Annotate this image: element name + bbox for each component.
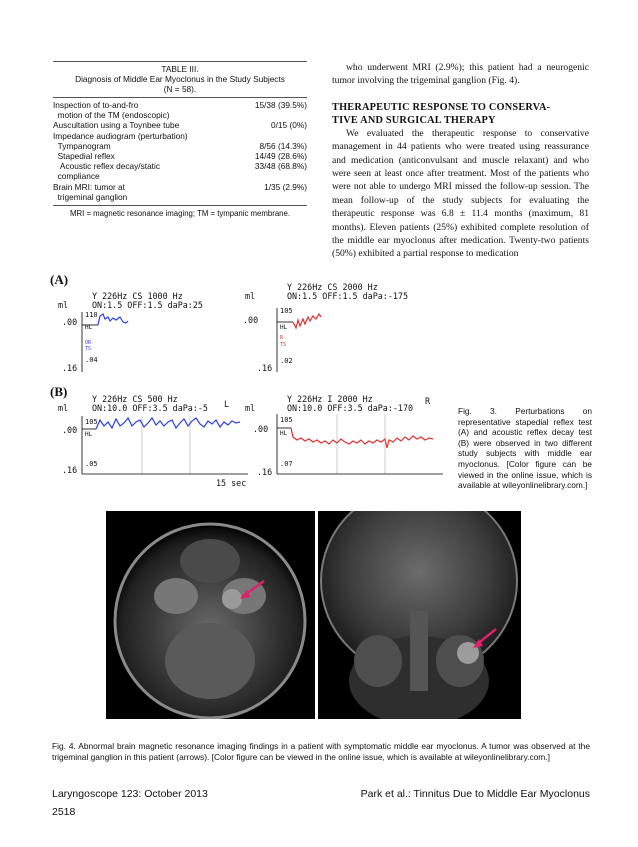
mri-axial-image bbox=[106, 511, 315, 719]
panel-top-value: .00 bbox=[253, 424, 269, 434]
figure-3-caption: Fig. 3. Perturbations on representative stapedial reflex test (A) and acoustic reflex decay test (B) were observed in two different study subjects with middle ear myoclonus. [Color figure can be viewed in the online issue, which is available at wileyonlinelibrary.com.] bbox=[458, 406, 592, 491]
panel-header-1: Y 226Hz CS 1000 Hz bbox=[92, 291, 183, 301]
table-cell-label: Brain MRI: tumor at bbox=[53, 181, 125, 192]
panel-header-2: ON:1.5 OFF:1.5 daPa:25 bbox=[92, 300, 203, 310]
table-row bbox=[53, 151, 307, 161]
table-body bbox=[53, 100, 307, 202]
panel-top-value: .00 bbox=[243, 315, 259, 325]
panel-top-value: .00 bbox=[62, 425, 78, 435]
reflex-trace bbox=[291, 428, 433, 448]
panel-marker-1: OR bbox=[85, 340, 92, 346]
panel-hl-label: HL bbox=[85, 431, 93, 438]
table-top-rule bbox=[53, 61, 307, 62]
panel-box-value: 105 bbox=[85, 418, 98, 426]
panel-end-value: .07 bbox=[280, 460, 293, 468]
table-footnote: MRI = magnetic resonance imaging; TM = tympanic membrane. bbox=[70, 209, 290, 219]
panel-ml-label: ml bbox=[245, 403, 256, 413]
table-bottom-rule bbox=[53, 205, 307, 206]
table-row bbox=[53, 131, 307, 141]
time-axis-label: 15 sec bbox=[216, 478, 247, 488]
table-row bbox=[53, 100, 307, 110]
section-heading bbox=[332, 101, 589, 127]
panel-box-value: 105 bbox=[280, 416, 293, 424]
table-row bbox=[53, 110, 307, 120]
table-cell-label: trigeminal ganglion bbox=[53, 191, 128, 202]
table-row bbox=[53, 182, 307, 192]
panel-b-right-trace bbox=[243, 382, 448, 482]
panel-top-value: .00 bbox=[62, 317, 78, 327]
panel-box-value: 110 bbox=[85, 311, 98, 319]
panel-bottom-value: .16 bbox=[62, 363, 78, 373]
panel-a-left-trace bbox=[48, 270, 248, 380]
table-row bbox=[53, 192, 307, 202]
journal-footer: Laryngoscope 123: October 2013 bbox=[52, 788, 208, 800]
reflex-trace bbox=[98, 314, 128, 325]
panel-marker-2: TS bbox=[280, 342, 287, 348]
panel-bottom-value: .16 bbox=[257, 467, 273, 477]
table-row bbox=[53, 161, 307, 171]
panel-header-1: Y 226Hz I 2000 Hz bbox=[287, 394, 373, 404]
table-cell-label: motion of the TM (endoscopic) bbox=[53, 110, 170, 121]
figure-3 bbox=[48, 270, 448, 490]
table-cell-value: 8/56 (14.3%) bbox=[259, 140, 307, 151]
table-subtitle-n: (N = 58). bbox=[163, 84, 197, 94]
mri-coronal-image bbox=[318, 511, 521, 719]
table-title: TABLE III. bbox=[161, 64, 199, 74]
table-cell-value: 33/48 (68.8%) bbox=[254, 161, 307, 172]
reflex-trace bbox=[96, 418, 240, 429]
table-iii bbox=[53, 61, 307, 218]
table-cell-label: Impedance audiogram (perturbation) bbox=[53, 130, 188, 141]
panel-header-1: Y 226Hz CS 2000 Hz bbox=[287, 282, 378, 292]
panel-ml-label: ml bbox=[58, 403, 69, 413]
right-column-text bbox=[332, 61, 589, 261]
table-subtitle: Diagnosis of Middle Ear Myoclonus in the Study Subjects bbox=[75, 74, 285, 84]
panel-hl-label: HL bbox=[280, 430, 288, 437]
running-title: Park et al.: Tinnitus Due to Middle Ear Myoclonus bbox=[360, 788, 590, 800]
table-row bbox=[53, 141, 307, 151]
table-cell-value: 15/38 (39.5%) bbox=[254, 100, 307, 110]
table-cell-value: 1/35 (2.9%) bbox=[264, 181, 307, 192]
panel-marker-2: TS bbox=[85, 346, 92, 352]
paragraph-therapeutic: We evaluated the therapeutic response to conservative management in 44 patients who were treated using reassurance and medication (anticonvulsant and muscle relaxant) and who were seen at least once after treatment. Most of the patients who were not able to undergo MRI missed the follow-up session. The mean follow-up of the study subjects for evaluating the therapeutic response was 6.8 ± 11.4 months (maximum, 81 months). Eleven patients (25%) exhibited complete resolution of the middle ear myoclonus after medication. Twenty-two patients (50%) exhibited a partial response to medication bbox=[332, 127, 589, 260]
table-row bbox=[53, 120, 307, 130]
panel-a-right-trace bbox=[243, 270, 443, 380]
table-row bbox=[53, 171, 307, 181]
panel-label-a: (A) bbox=[50, 272, 69, 287]
table-cell-label: compliance bbox=[53, 171, 100, 182]
panel-end-value: .04 bbox=[85, 356, 98, 364]
table-cell-label: Inspection of to-and-fro bbox=[53, 100, 139, 110]
table-header-rule bbox=[53, 97, 307, 98]
figure-4-caption: Fig. 4. Abnormal brain magnetic resonance imaging findings in a patient with symptomatic middle ear myoclonus. A tumor was observed at the trigeminal ganglion in this patient (arrows). [Color figure can be viewed in the online issue, which is available at wileyonlinelibrary.com.] bbox=[52, 741, 590, 762]
panel-header-2: ON:10.0 OFF:3.5 daPa:-5 bbox=[92, 403, 208, 413]
panel-side: R bbox=[425, 396, 431, 406]
panel-box-value: 105 bbox=[280, 307, 293, 315]
paragraph-mri: who underwent MRI (2.9%); this patient had a neurogenic tumor involving the trigeminal ganglion (Fig. 4). bbox=[332, 62, 589, 87]
mri-coronal-drawing bbox=[318, 511, 521, 719]
table-cell-label: Auscultation using a Toynbee tube bbox=[53, 120, 180, 131]
tumor-lesion bbox=[222, 589, 242, 609]
panel-ml-label: ml bbox=[245, 291, 256, 301]
figure-4 bbox=[106, 511, 521, 719]
table-cell-label: Stapedial reflex bbox=[53, 151, 115, 162]
panel-header-1: Y 226Hz CS 500 Hz bbox=[92, 394, 178, 404]
table-cell-value: 0/15 (0%) bbox=[271, 120, 307, 131]
panel-b-left-trace bbox=[48, 382, 256, 482]
panel-ml-label: ml bbox=[58, 300, 69, 310]
panel-side: L bbox=[224, 399, 230, 409]
table-cell-label: Acoustic reflex decay/static bbox=[53, 161, 160, 172]
panel-header-2: ON:1.5 OFF:1.5 daPa:-175 bbox=[287, 291, 409, 301]
panel-label-b: (B) bbox=[50, 384, 68, 399]
section-heading-line1: THERAPEUTIC RESPONSE TO CONSERVA- bbox=[332, 101, 551, 113]
reflex-trace bbox=[293, 314, 321, 328]
panel-hl-label: HL bbox=[85, 324, 93, 331]
mri-axial-drawing bbox=[106, 511, 315, 719]
panel-end-value: .05 bbox=[85, 460, 98, 468]
panel-hl-label: HL bbox=[280, 324, 288, 331]
panel-marker-1: R bbox=[280, 335, 284, 341]
panel-bottom-value: .16 bbox=[257, 363, 273, 373]
section-heading-line2: TIVE AND SURGICAL THERAPY bbox=[332, 114, 496, 126]
panel-bottom-value: .16 bbox=[62, 465, 78, 475]
panel-end-value: .02 bbox=[280, 357, 293, 365]
panel-header-2: ON:10.0 OFF:3.5 daPa:-170 bbox=[287, 403, 414, 413]
page-number: 2518 bbox=[52, 806, 76, 818]
table-cell-value: 14/49 (28.6%) bbox=[254, 151, 307, 162]
table-cell-label: Tympanogram bbox=[53, 140, 111, 151]
